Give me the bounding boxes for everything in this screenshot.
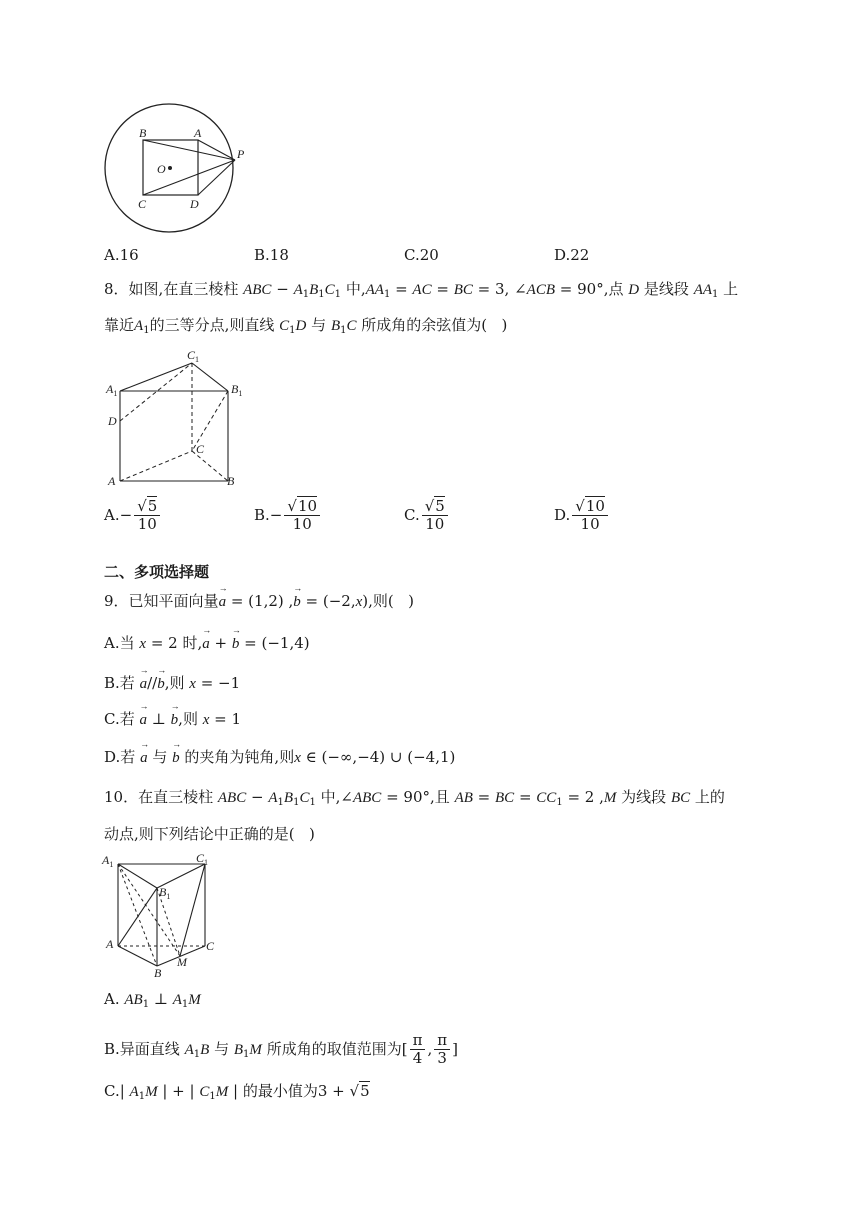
svg-text:A: A [106,937,114,951]
label-b: B [139,126,147,140]
segment-pb [143,140,235,160]
svg-text:C: C [196,442,205,456]
svg-text:B: B [154,966,162,980]
label-a: A [194,126,202,140]
center-dot [168,166,172,170]
svg-text:C: C [206,939,215,953]
svg-text:C1: $C_1$ [196,851,209,867]
label-o: O [157,162,166,176]
svg-text:A1: $A_1$ [106,382,118,398]
q8-option-c[interactable]: C. $\frac{√5}{10}$ [404,498,450,534]
figure-prism-q8 [100,345,250,490]
svg-text:B1: $B_1$ [159,885,171,901]
q10-option-c[interactable]: C.| $A_1M$ | + | $C_1M$ | 的最小值为3 + √5 [104,1082,370,1102]
q9-option-c[interactable]: C.若 → a ⊥ → b,则 x = 1 [104,708,241,729]
q10-line1: 10．在直三棱柱 ABC − $A_1B_1C_1$ 中,∠ABC = 90°,且 AB = BC = $CC_1 = 2$ ,M 为线段 BC 上的 [104,788,725,808]
figure-circle-square [100,100,260,240]
figure-prism-q10 [100,850,220,980]
q7-option-c[interactable]: C.20 [404,246,439,264]
svg-text:M: M [177,955,187,969]
q10-option-a[interactable]: A. $AB_1$ ⊥ $A_1M$ [104,990,201,1010]
svg-text:B1: $B_1$ [231,382,243,398]
section-multiple-choice-heading: 二、多项选择题 [104,563,210,581]
q8-option-b[interactable]: B.− $\frac{√10}{10}$ [254,498,322,534]
q9-option-a[interactable]: A.当 x = 2 时,→ a + → b = (−1,4) [104,632,310,653]
q9-option-d[interactable]: D.若 → a 与 → b 的夹角为钝角,则x ∈ (−∞,−4) ∪ (−4,1) [104,746,455,767]
svg-text:D: D [108,414,117,428]
q9-option-b[interactable]: B.若 → a//→ b,则 x = −1 [104,672,240,693]
q8-line1: 8．如图,在直三棱柱 ABC − $A_1B_1C_1$ 中$,AA_1$ = AC = BC = 3, ∠ACB = 90°,点 D 是线段 $AA_1$ 上 [104,280,739,300]
q7-option-d[interactable]: D.22 [554,246,590,264]
label-d: D [190,197,199,211]
q9-stem: 9．已知平面向量→ a = (1,2) ,→ b = (−2,x),则( ) [104,590,414,611]
q8-prefix: 如图,在直三棱柱 [128,280,239,298]
svg-text:B: B [227,474,235,488]
q10-line2: 动点,则下列结论中正确的是( ) [104,825,315,843]
q8-line2: 靠近$A_1$的三等分点,则直线 $C_1D$ 与 $B_1C$ 所成角的余弦值为( ) [104,316,508,336]
q10-option-b[interactable]: B.异面直线 $A_1B$ 与 $B_1M$ 所成角的取值范围为[ $\frac{\pi}{4}$ , $\frac{\pi}{3}$ ] [104,1031,458,1068]
label-p: P [237,147,245,161]
svg-text:A: A [108,474,116,488]
q8-option-d[interactable]: D. $\frac{√10}{10}$ [554,498,610,534]
q7-option-b[interactable]: B.18 [254,246,289,264]
label-c: C [138,197,147,211]
q7-option-a[interactable]: A.16 [104,246,139,264]
q8-option-a[interactable]: A.− $\frac{√5}{10}$ [104,498,162,534]
svg-text:C1: $C_1$ [187,348,200,364]
svg-text:A1: $A_1$ [102,853,114,869]
q8-number: 8． [104,280,129,298]
segment-pa [198,140,235,160]
